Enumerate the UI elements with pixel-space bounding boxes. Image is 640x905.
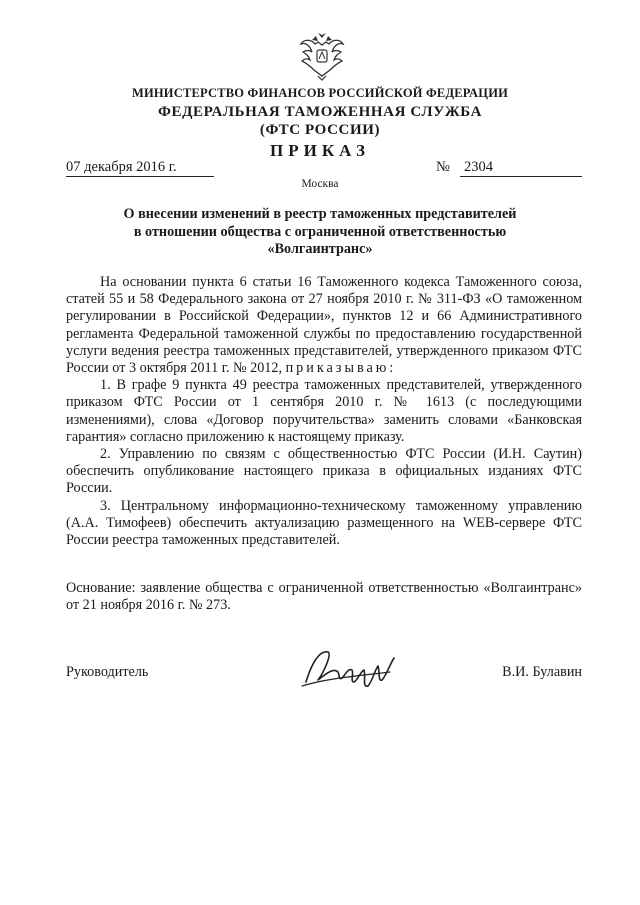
title-line: «Волгаинтранс» — [267, 241, 373, 257]
title-line: в отношении общества с ограниченной ответственностью — [133, 223, 507, 240]
order-item-1: 1. В графе 9 пункта 49 реестра таможенных представителей, утвержденного приказом ФТС России от 1 сентября 2010 г. № 1613 (с последующими изменениями), слова «Договор поручительства» заменить словами «Банковская гарантия» согласно приложению к настоящему приказу. — [66, 377, 582, 445]
title-line: О внесении изменений в реестр таможенных представителей — [123, 206, 517, 222]
preamble-text: На основании пункта 6 статьи 16 Таможенного кодекса Таможенного союза, статей 55 и 58 Федерального закона от 27 ноября 2010 г. № 311-ФЗ «О таможенном регулировании в Российской Федерации», пунктов 12 и 66 Административного регламента Федеральной таможенной службы по предоставлению государственной услуги ведения реестра таможенных представителей, утвержденного приказом ФТС России от 3 октября 2011 г. № 2012, — [66, 274, 582, 377]
order-item-2: 2. Управлению по связям с общественностью ФТС России (И.Н. Саутин) обеспечить опубликование настоящего приказа в официальных изданиях ФТС России. — [66, 446, 582, 497]
service-abbreviation: (ФТС РОССИИ) — [259, 122, 381, 138]
order-number: 2304 — [464, 159, 493, 175]
order-word: приказываю: — [285, 360, 397, 377]
ministry-name: МИНИСТЕРСТВО ФИНАНСОВ РОССИЙСКОЙ ФЕДЕРАЦИИ — [131, 86, 509, 100]
signer-title: Руководитель — [66, 664, 149, 680]
order-title — [0, 206, 640, 259]
date-underline — [66, 176, 214, 177]
russian-coat-of-arms-icon — [298, 30, 346, 82]
service-name: ФЕДЕРАЛЬНАЯ ТАМОЖЕННАЯ СЛУЖБА — [157, 104, 483, 120]
preamble-paragraph — [66, 274, 582, 377]
order-item-3: 3. Центральному информационно-техническому таможенному управлению (А.А. Тимофеев) обеспечить актуализацию размещенного на WEB-сервере ФТС России реестра таможенных представителей. — [66, 497, 582, 549]
order-date: 07 декабря 2016 г. — [66, 159, 177, 175]
number-underline — [460, 176, 582, 177]
basis-paragraph: Основание: заявление общества с ограниченной ответственностью «Волгаинтранс» от 21 ноября 2016 г. № 273. — [66, 580, 582, 614]
signer-name: В.И. Булавин — [502, 664, 582, 680]
number-sign: № — [436, 159, 450, 175]
city: Москва — [301, 178, 339, 190]
document-type: ПРИКАЗ — [270, 141, 370, 160]
handwritten-signature — [298, 642, 398, 698]
order-body — [66, 274, 582, 549]
